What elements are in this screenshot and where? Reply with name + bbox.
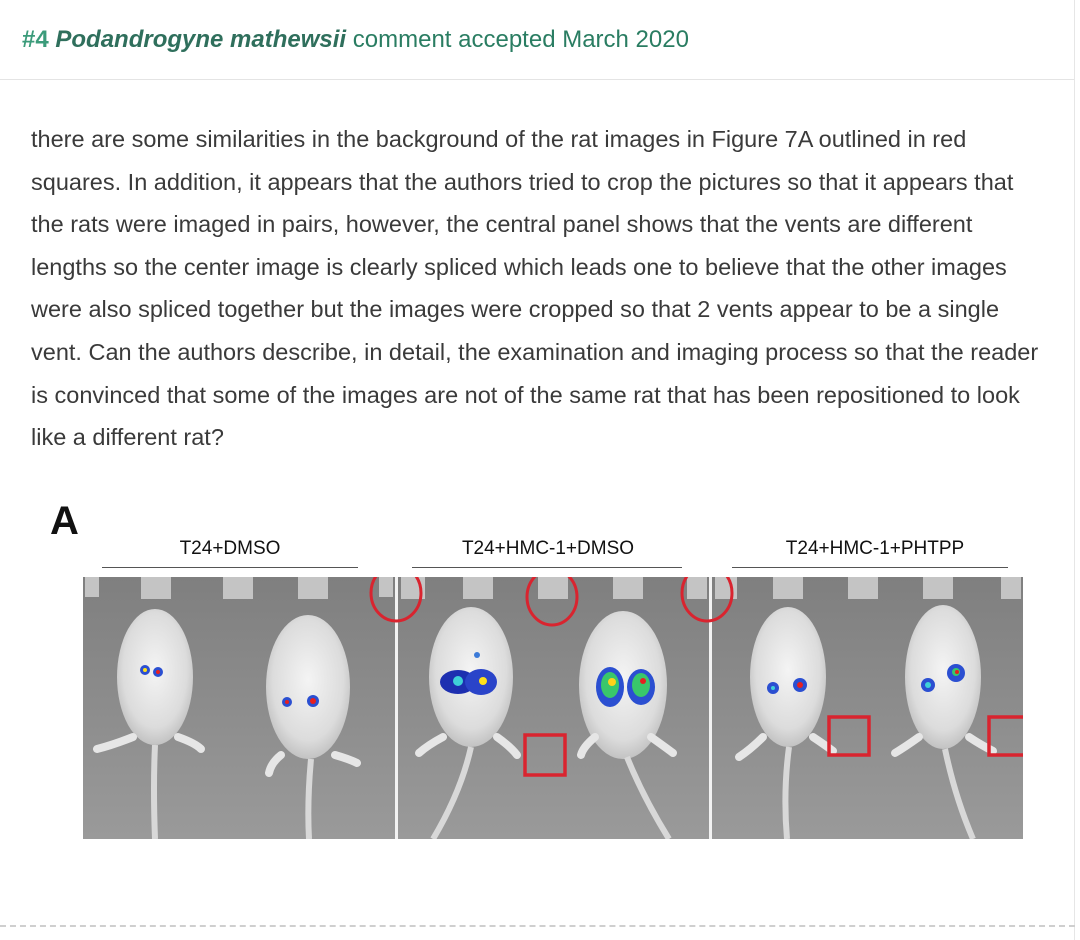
panel-letter: A: [50, 499, 79, 543]
comment-status: comment accepted March 2020: [352, 26, 689, 53]
group-label-1: T24+DMSO: [179, 538, 281, 559]
comment-header: [0, 0, 1074, 80]
commenter-name[interactable]: Podandrogyne mathewsii: [55, 26, 347, 53]
group-label-3: T24+HMC-1+PHTPP: [785, 538, 965, 559]
group-line-1: [102, 567, 358, 568]
figure-panel: [40, 495, 1040, 845]
mouse-imaging-image: [83, 577, 1023, 839]
bottom-divider: [0, 925, 1075, 927]
comment-number[interactable]: #4: [22, 26, 49, 53]
group-line-2: [412, 567, 682, 568]
group-label-2: T24+HMC-1+DMSO: [461, 538, 635, 559]
mouse-imaging-photo: [83, 577, 1023, 839]
group-line-3: [732, 567, 1008, 568]
comment-body: there are some similarities in the background of the rat images in Figure 7A outlined in red squares. In addition, it appears that the authors tried to crop the pictures so that it appears that the rats were imaged in pairs, however, the central panel shows that the vents are different lengths so the center image is clearly spliced which leads one to believe that the other images were also spliced together but the images were cropped so that 2 vents appear to be a single vent. Can the authors describe, in detail, the examination and imaging process so that the reader is convinced that some of the images are not of the same rat that has been repositioned to look like a different rat?: [31, 126, 1039, 451]
